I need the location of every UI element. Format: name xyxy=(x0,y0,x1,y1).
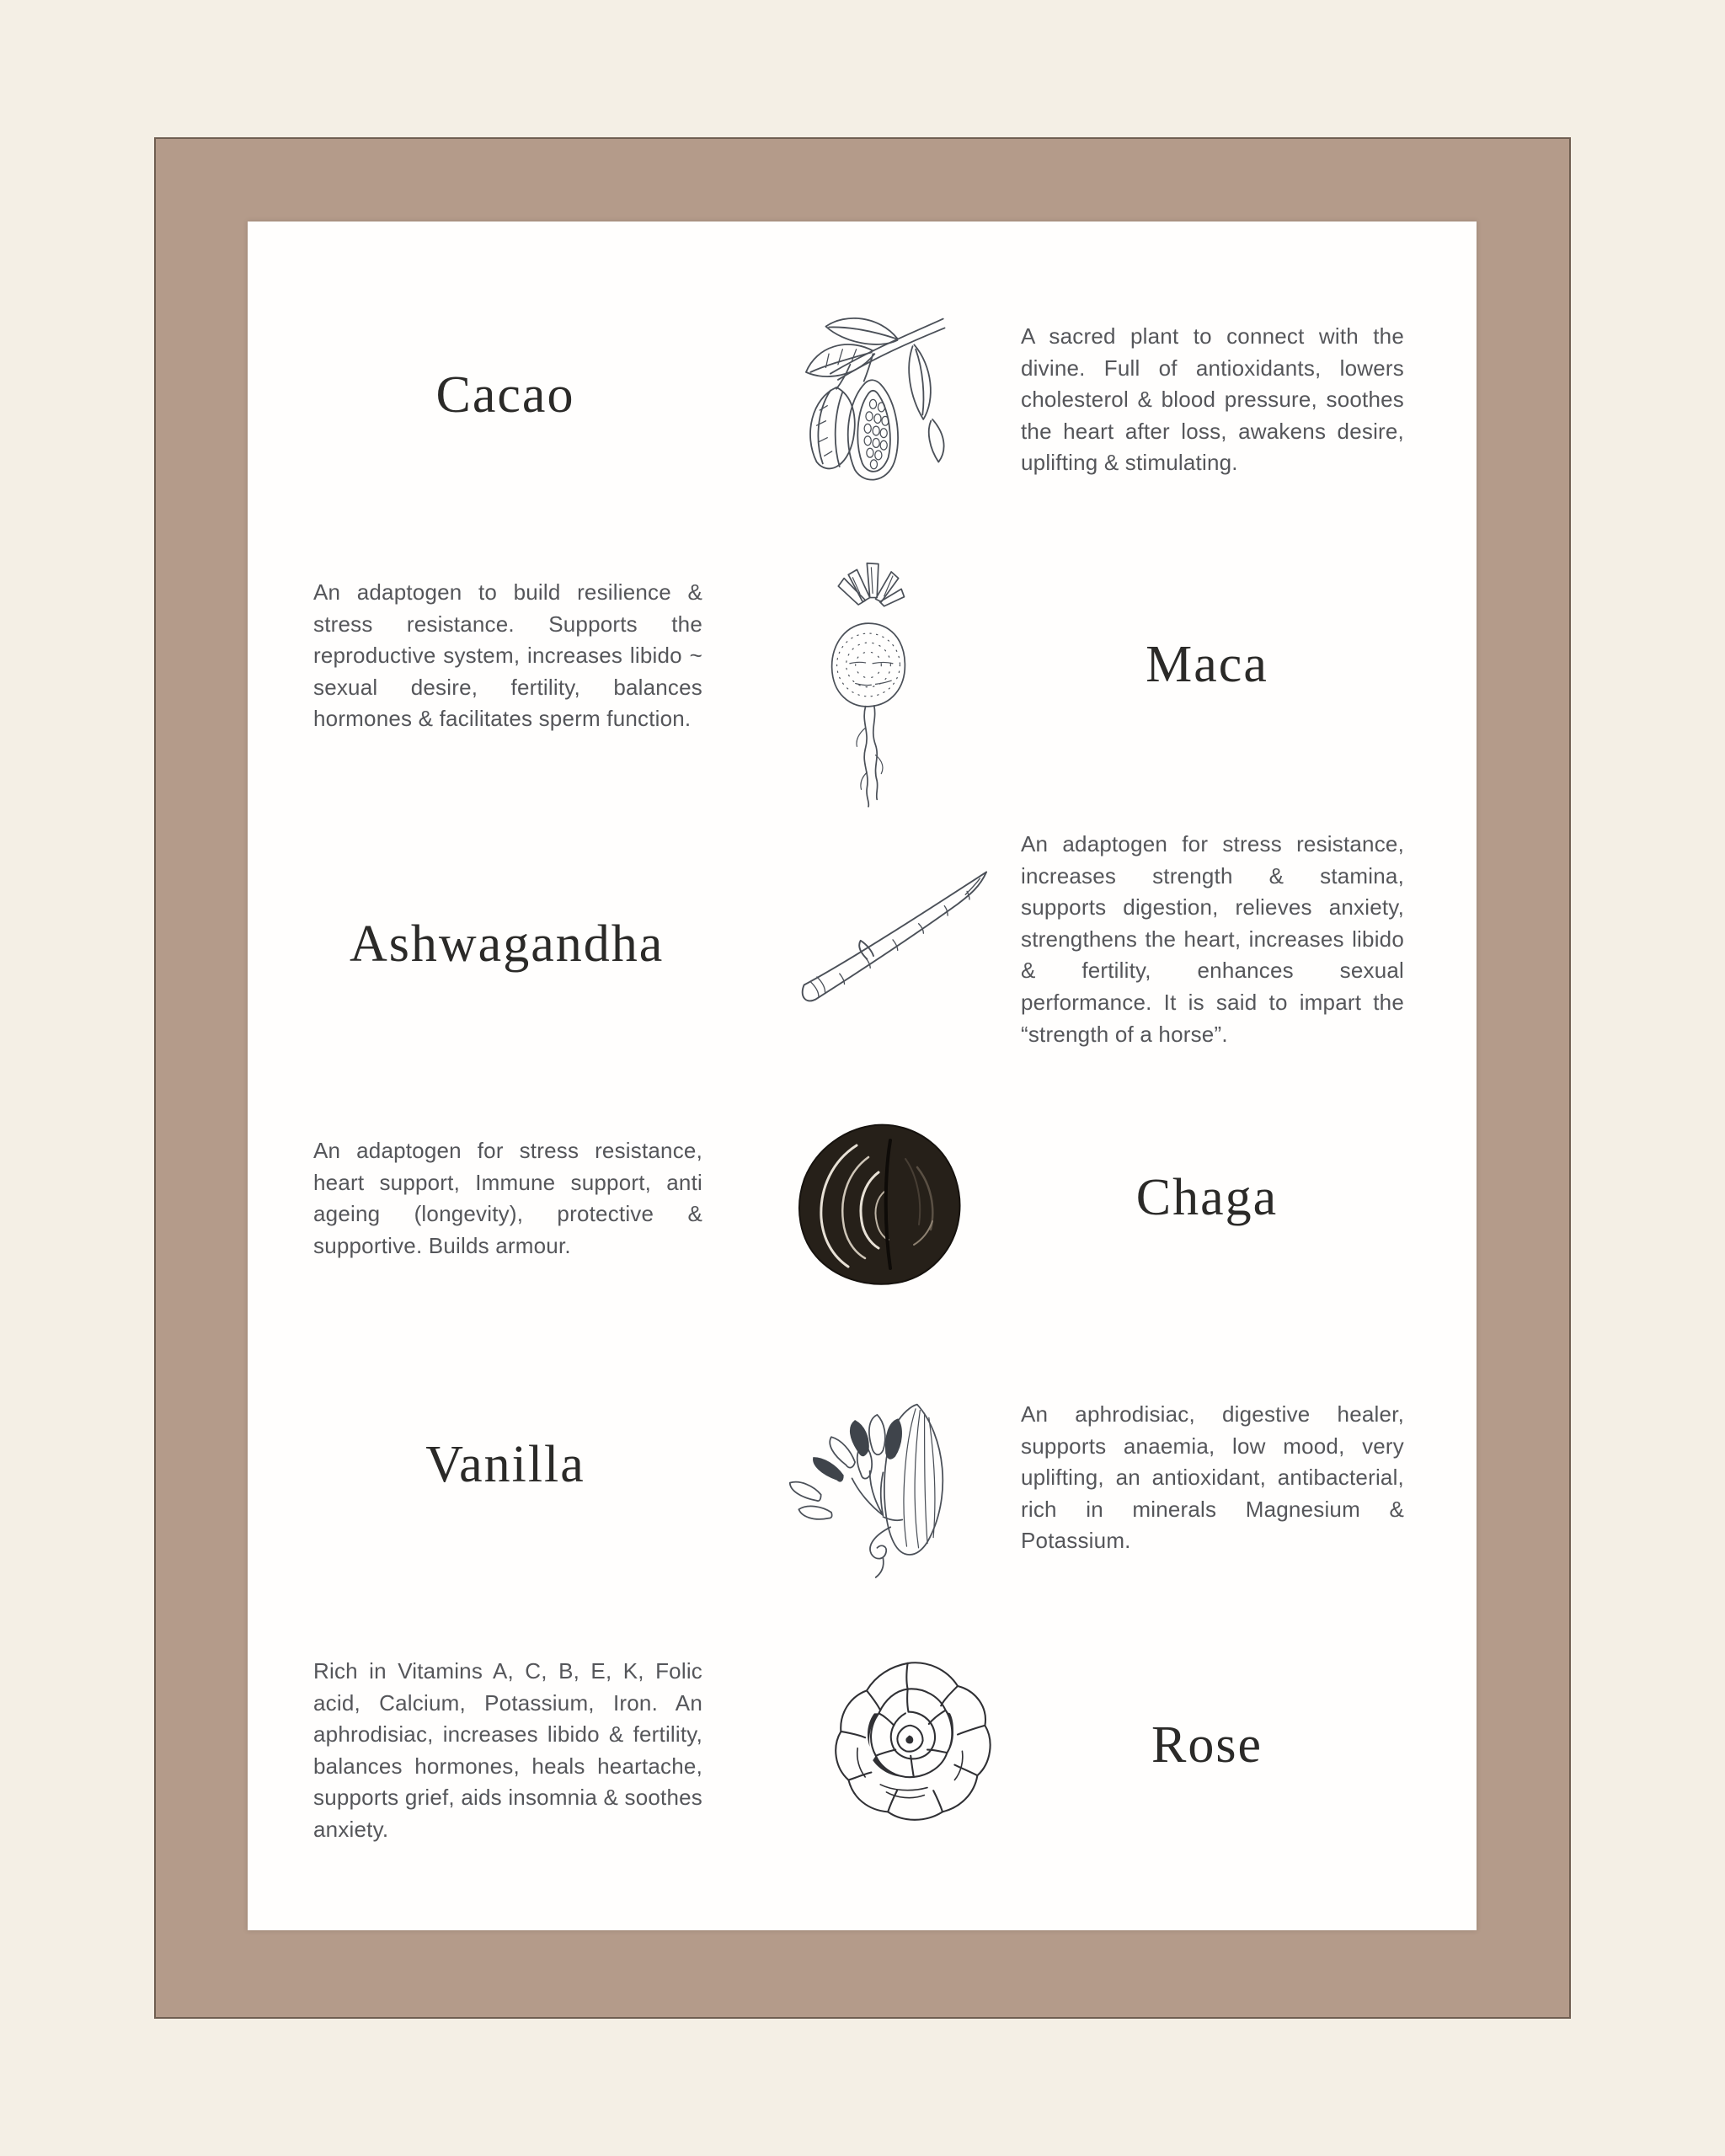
cacao-branch-icon xyxy=(782,298,957,492)
rose-illustration xyxy=(821,1647,1003,1838)
ashwagandha-title: Ashwagandha xyxy=(350,915,665,973)
chaga-illustration xyxy=(790,1120,969,1289)
ashwagandha-illustration xyxy=(788,861,998,1014)
vanilla-description: An aphrodisiac, digestive healer, supports anaemia, low mood, very uplifting, an antioxidant, antibacterial, rich in minerals Magnesium & Potassium. xyxy=(1021,1401,1404,1554)
ashwagandha-root-icon xyxy=(788,861,998,1014)
vanilla-orchid-icon xyxy=(771,1373,970,1588)
vanilla-illustration xyxy=(771,1373,970,1588)
ashwagandha-description: An adaptogen for stress resistance, increases strength & stamina, supports digestion, relieves anxiety, strengthens the heart, increases libido & fertility, enhances sexual performance. It is said to impart the “strength of a horse”. xyxy=(1021,831,1404,1047)
cacao-description: A sacred plant to connect with the divine. Full of antioxidants, lowers cholesterol & blood pressure, soothes the heart after loss, awakens desire, uplifting & stimulating. xyxy=(1021,323,1404,476)
vanilla-title: Vanilla xyxy=(425,1436,585,1493)
maca-illustration xyxy=(825,552,911,811)
chaga-description: An adaptogen for stress resistance, heart support, Immune support, anti ageing (longevity), protective & supportive. Builds armour. xyxy=(313,1138,702,1258)
cacao-illustration xyxy=(782,298,957,492)
maca-root-icon xyxy=(825,552,911,811)
cacao-title: Cacao xyxy=(435,366,575,424)
maca-title: Maca xyxy=(1146,636,1268,693)
chaga-mushroom-icon xyxy=(790,1120,969,1289)
maca-description: An adaptogen to build resilience & stress resistance. Supports the reproductive system, increases libido ~ sexual desire, fertility, balances hormones & facilitates sperm function. xyxy=(313,579,702,732)
rose-bloom-icon xyxy=(821,1647,1003,1838)
chaga-title: Chaga xyxy=(1135,1169,1279,1226)
rose-title: Rose xyxy=(1151,1716,1263,1774)
rose-description: Rich in Vitamins A, C, B, E, K, Folic acid, Calcium, Potassium, Iron. An aphrodisiac, increases libido & fertility, balances hormones, heals heartache, supports grief, aids insomnia & soothes anxiety. xyxy=(313,1658,702,1842)
